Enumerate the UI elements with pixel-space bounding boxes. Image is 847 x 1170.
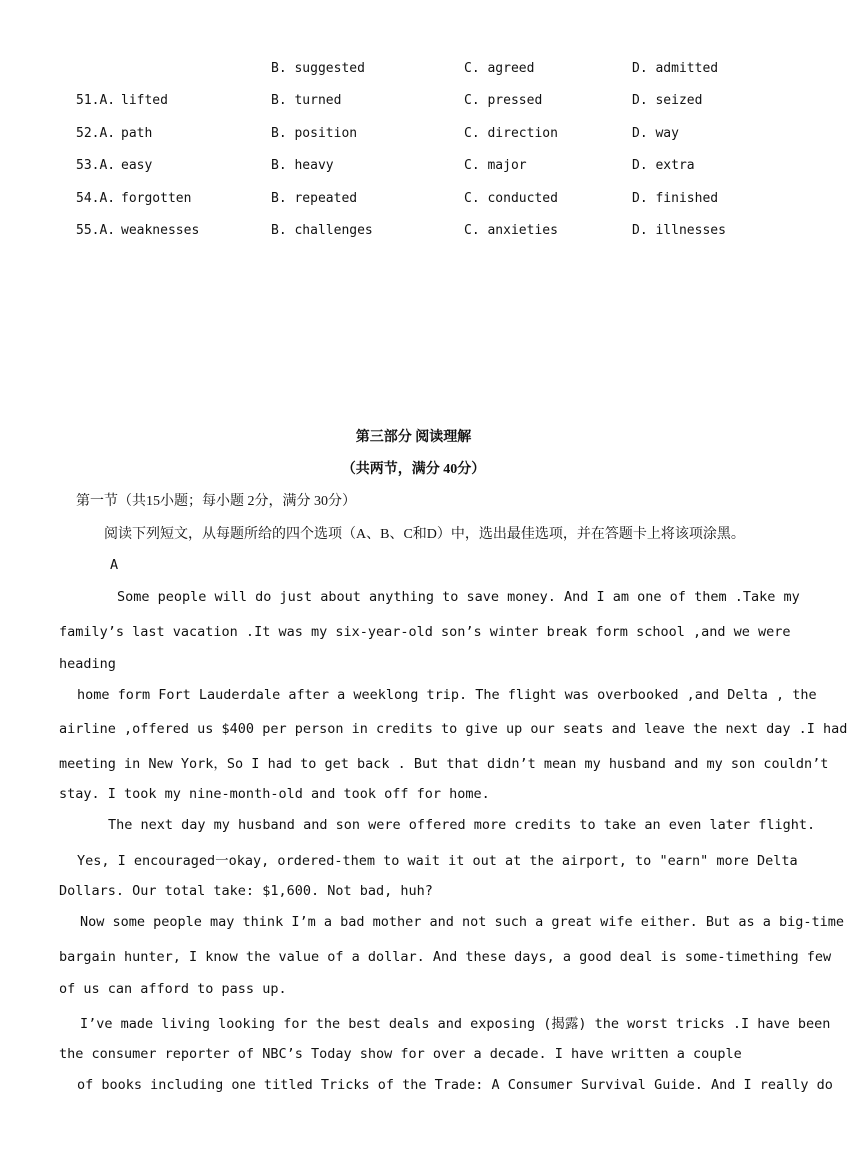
option-b: B. challenges bbox=[271, 223, 373, 238]
option-d: D. illnesses bbox=[632, 223, 726, 238]
option-row bbox=[0, 191, 827, 209]
option-d: D. admitted bbox=[632, 61, 719, 76]
question-number: 54.A. bbox=[76, 191, 116, 206]
option-d: D. seized bbox=[632, 93, 703, 108]
option-c: C. pressed bbox=[464, 93, 543, 108]
passage-letter: A bbox=[110, 557, 119, 573]
option-c: C. conducted bbox=[464, 191, 558, 206]
option-c: C. agreed bbox=[464, 61, 535, 76]
passage-line: The next day my husband and son were offered more credits to take an even later flight. bbox=[108, 817, 816, 833]
option-d: D. way bbox=[632, 126, 679, 141]
passage-line: the consumer reporter of NBC’s Today show for over a decade. I have written a couple bbox=[59, 1046, 742, 1062]
passage-line: stay. I took my nine-month-old and took off for home. bbox=[59, 786, 490, 802]
question-number: 52.A. bbox=[76, 126, 116, 141]
option-b: B. position bbox=[271, 126, 358, 141]
option-d: D. finished bbox=[632, 191, 719, 206]
option-row bbox=[0, 93, 827, 111]
passage-line: Some people will do just about anything to save money. And I am one of them .Take my bbox=[117, 589, 800, 605]
option-b: B. repeated bbox=[271, 191, 358, 206]
passage-line: meeting in New York，So I had to get back . But that didn’t mean my husband and my son couldn’t bbox=[59, 756, 829, 772]
option-c: C. direction bbox=[464, 126, 558, 141]
passage-line: Yes, I encouraged一okay, ordered-them to wait it out at the airport, to "earn" more Delta bbox=[77, 853, 798, 869]
option-a: easy bbox=[121, 158, 153, 173]
passage-line: home form Fort Lauderdale after a weeklong trip. The flight was overbooked ,and Delta , the bbox=[77, 687, 817, 703]
question-number: 53.A. bbox=[76, 158, 116, 173]
option-a: forgotten bbox=[121, 191, 192, 206]
passage-line: of books including one titled Tricks of the Trade: A Consumer Survival Guide. And I really do bbox=[77, 1077, 833, 1093]
section-subtitle: （共两节，满分 40分） bbox=[341, 462, 486, 477]
passage-line: Now some people may think I’m a bad mother and not such a great wife either. But as a big-time bbox=[80, 914, 845, 930]
option-b: B. suggested bbox=[271, 61, 365, 76]
question-number: 51.A. bbox=[76, 93, 116, 108]
part-label: 第一节（共15小题；每小题 2分，满分 30分） bbox=[76, 494, 356, 509]
passage-line: bargain hunter, I know the value of a dollar. And these days, a good deal is some-timething few bbox=[59, 949, 832, 965]
instruction-text: 阅读下列短文，从每题所给的四个选项（A、B、C和D）中，选出最佳选项，并在答题卡上将该项涂黑。 bbox=[104, 527, 745, 542]
option-row bbox=[0, 223, 827, 241]
passage-line: heading bbox=[59, 656, 116, 672]
passage-line: family’s last vacation .It was my six-year-old son’s winter break form school ,and we were bbox=[59, 624, 791, 640]
option-a: lifted bbox=[121, 93, 168, 108]
question-number: 55.A. bbox=[76, 223, 116, 238]
option-row bbox=[0, 126, 827, 144]
option-row bbox=[0, 61, 827, 79]
passage-line: airline ,offered us $400 per person in credits to give up our seats and leave the next day .I had bbox=[59, 721, 847, 737]
option-c: C. anxieties bbox=[464, 223, 558, 238]
option-c: C. major bbox=[464, 158, 527, 173]
option-a: weaknesses bbox=[121, 223, 200, 238]
passage-line: of us can afford to pass up. bbox=[59, 981, 287, 997]
option-d: D. extra bbox=[632, 158, 695, 173]
option-row bbox=[0, 158, 827, 176]
passage-line: Dollars. Our total take: $1,600. Not bad, huh? bbox=[59, 883, 433, 899]
passage-line: I’ve made living looking for the best deals and exposing (揭露) the worst tricks .I have been bbox=[80, 1016, 831, 1032]
option-a: path bbox=[121, 126, 153, 141]
option-b: B. heavy bbox=[271, 158, 334, 173]
section-title: 第三部分 阅读理解 bbox=[355, 430, 472, 445]
option-b: B. turned bbox=[271, 93, 342, 108]
